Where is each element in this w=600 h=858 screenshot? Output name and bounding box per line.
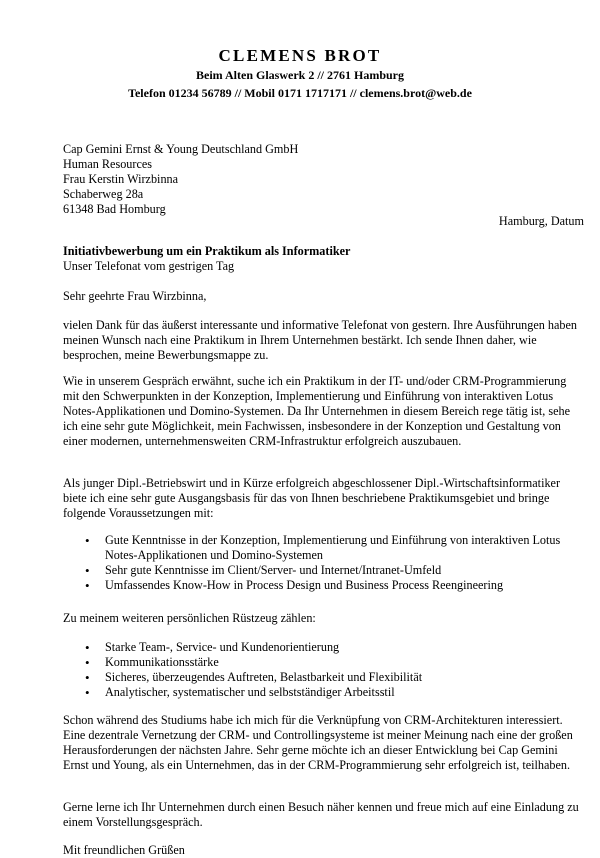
paragraph-4: Schon während des Studiums habe ich mich für die Verknüpfung von CRM-Architekturen interessiert. Eine dezentrale Vernetzung der CRM- und Controllingsysteme ist meiner Meinung nach eine der großen Herausforderungen der nächsten Jahre. Sehr gerne möchte ich an dieser Entwicklung bei Cap Gemini Ernst und Young, als ein Unternehmen, das in der CRM-Programmierung sehr erfolgreich ist, teilhaben. xyxy=(63,713,573,772)
sender-address: Beim Alten Glaswerk 2 // 2761 Hamburg xyxy=(196,68,404,82)
personal-skills-list xyxy=(63,640,583,700)
recipient-department: Human Resources xyxy=(63,157,153,171)
list-item: • Starke Team-, Service- und Kundenorientierung xyxy=(63,640,583,655)
qualifications-list xyxy=(63,533,583,593)
list-item: • Gute Kenntnisse in der Konzeption, Implementierung und Einführung von interaktiven Lotus Notes-Applikationen und Domino-Systemen xyxy=(63,533,583,563)
recipient-street: Schaberweg 28a xyxy=(63,187,144,201)
sender-name: CLEMENS BROT xyxy=(218,46,382,65)
sender-contact: Telefon 01234 56789 // Mobil 0171 1717171 // clemens.brot@web.de xyxy=(128,86,472,100)
salutation: Sehr geehrte Frau Wirzbinna, xyxy=(63,289,207,303)
list-item: • Umfassendes Know-How in Process Design und Business Process Reengineering xyxy=(63,578,583,593)
recipient-company: Cap Gemini Ernst & Young Deutschland GmbH xyxy=(63,142,299,156)
list-item: • Analytischer, systematischer und selbstständiger Arbeitsstil xyxy=(63,685,583,700)
paragraph-2: Wie in unserem Gespräch erwähnt, suche ich ein Praktikum in der IT- und/oder CRM-Programmierung mit den Schwerpunkten in der Konzeption, Implementierung und Einführung von interaktiven Lotus Notes-Applikationen und Domino-Systemen. Da Ihr Unternehmen in diesem Bereich rege tätig ist, sehe ich eine sehr gute Möglichkeit, mein Fachwissen, insbesondere in der Konzeption und Gestaltung von einer modernen, unternehmensweiten CRM-Infrastruktur erfolgreich auszubauen. xyxy=(63,374,571,448)
paragraph-5: Gerne lerne ich Ihr Unternehmen durch einen Besuch näher kennen und freue mich auf eine Einladung zu einem Vorstellungsgespräch. xyxy=(63,800,579,829)
list-item: • Sehr gute Kenntnisse im Client/Server- und Internet/Intranet-Umfeld xyxy=(63,563,583,578)
letter-subject: Initiativbewerbung um ein Praktikum als Informatiker xyxy=(63,244,351,258)
list-item: • Kommunikationsstärke xyxy=(63,655,583,670)
list-item: • Sicheres, überzeugendes Auftreten, Belastbarkeit und Flexibilität xyxy=(63,670,583,685)
recipient-city: 61348 Bad Homburg xyxy=(63,202,166,216)
letter-subtitle: Unser Telefonat vom gestrigen Tag xyxy=(63,259,235,273)
recipient-person: Frau Kerstin Wirzbinna xyxy=(63,172,179,186)
paragraph-1: vielen Dank für das äußerst interessante und informative Telefonat von gestern. Ihre Ausführungen haben meinen Wunsch nach eine Praktikum in Ihrem Unternehmen bestärkt. Ich sende Ihnen daher, wie besprochen, meine Bewerbungsmappe zu. xyxy=(63,318,578,362)
paragraph-3: Als junger Dipl.-Betriebswirt und in Kürze erfolgreich abgeschlossener Dipl.-Wirtschaftsinformatiker biete ich eine sehr gute Ausgangsbasis für das von Ihnen beschriebene Praktikumsgebiet und bringe folgende Voraussetzungen mit: xyxy=(63,476,561,520)
recipient-block xyxy=(63,142,583,217)
closing: Mit freundlichen Grüßen xyxy=(63,843,185,857)
list-intro: Zu meinem weiteren persönlichen Rüstzeug zählen: xyxy=(63,611,316,625)
letter-date: Hamburg, Datum xyxy=(498,214,584,228)
